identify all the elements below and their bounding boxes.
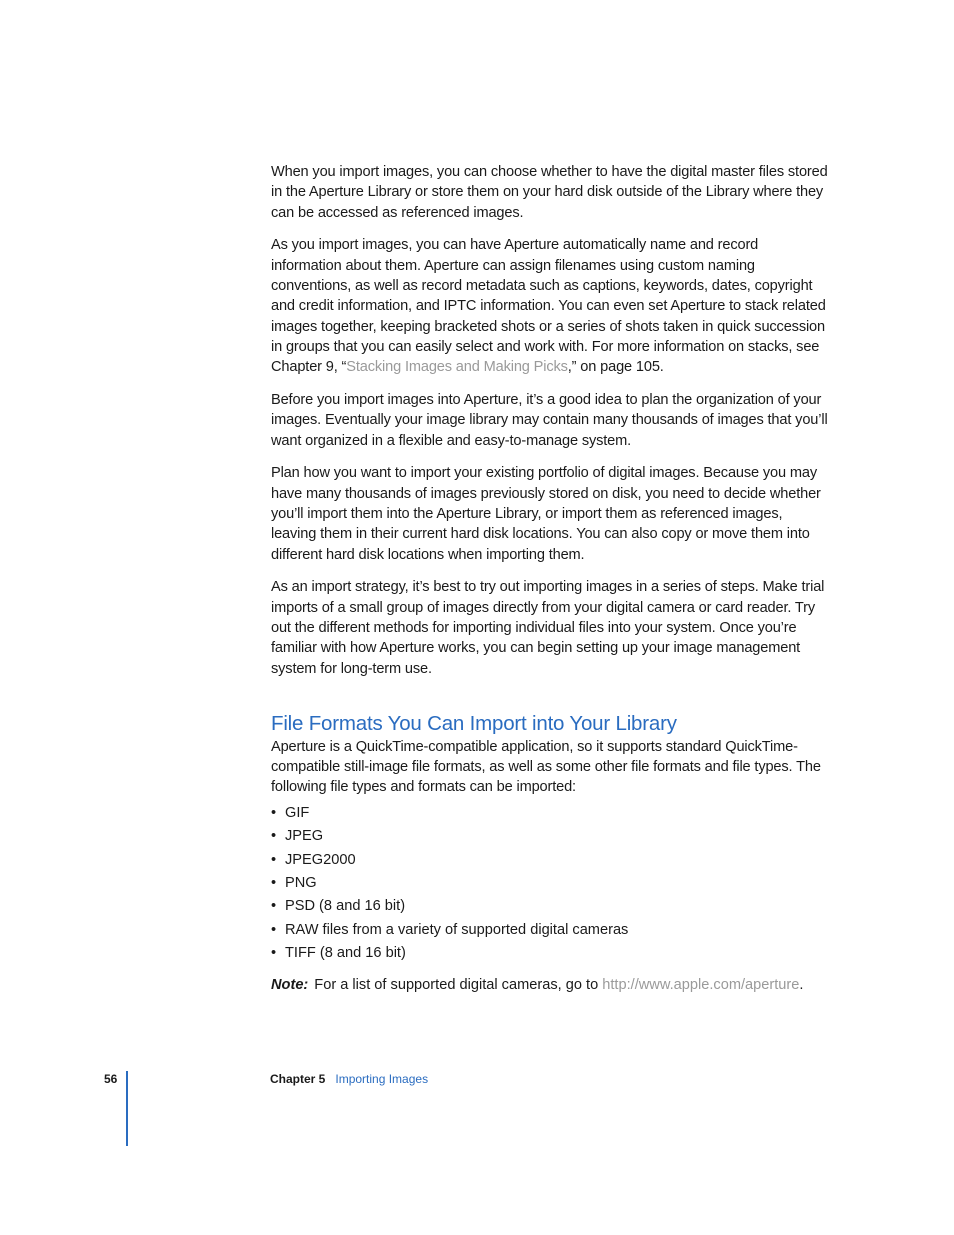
list-item (271, 802, 831, 825)
footer-chapter-title: Importing Images (335, 1072, 429, 1086)
paragraph-naming-metadata (271, 235, 831, 377)
list-item (271, 849, 831, 872)
paragraph-text: As you import images, you can have Aperture automatically name and record information about them. Aperture can assign filenames using custom naming conventions, as well as record metadata such as captions, keywords, dates, copyright and credit information, and IPTC information. You can even set Aperture to stack related images together, keeping bracketed shots or a series of shots taken in quick succession in groups that you can easily select and work with. For more information on stacks, see Chapter 9, “ (271, 237, 826, 376)
footer (270, 1072, 428, 1086)
stacking-images-link[interactable]: Stacking Images and Making Picks (346, 359, 568, 376)
list-item (271, 895, 831, 918)
bullet: • (271, 921, 277, 938)
note-label: Note: (271, 976, 309, 993)
note (271, 975, 831, 995)
list-item (271, 942, 831, 965)
list-item-text: JPEG (285, 828, 324, 845)
bullet: • (271, 874, 277, 891)
bullet: • (271, 945, 277, 962)
file-format-list (271, 802, 831, 966)
list-item-text: TIFF (8 and 16 bit) (285, 945, 406, 962)
paragraph-import-strategy: As an import strategy, it’s best to try out importing images in a series of steps. Make trial imports of a small group of images directly from your digital camera or card reader. Try out the different methods for importing individual files into your system. Once you’re familiar with how Aperture works, you can begin setting up your image management system for long-term use. (271, 579, 825, 677)
bullet: • (271, 851, 277, 868)
list-item-text: PNG (285, 874, 317, 891)
bullet: • (271, 898, 277, 915)
footer-chapter: Chapter 5 (270, 1072, 326, 1086)
list-item (271, 872, 831, 895)
section-intro: Aperture is a QuickTime-compatible application, so it supports standard QuickTime-compatible still-image file formats, as well as some other file formats and file types. The following file types and formats can be imported: (271, 738, 821, 796)
list-item-text: GIF (285, 804, 310, 821)
paragraph-plan-portfolio: Plan how you want to import your existing portfolio of digital images. Because you may have many thousands of images previously stored on disk, you need to decide whether you’ll import them into the Aperture Library, or import them as referenced images, leaving them in their current hard disk locations. You can also copy or move them into different hard disk locations when importing them. (271, 465, 821, 563)
bullet: • (271, 804, 277, 821)
list-item (271, 825, 831, 848)
paragraph-import-location: When you import images, you can choose whether to have the digital master files stored in the Aperture Library or store them on your hard disk outside of the Library where they can be accessed as referenced images. (271, 164, 828, 221)
list-item (271, 919, 831, 942)
aperture-website-link[interactable]: http://www.apple.com/aperture (602, 976, 800, 993)
paragraph-text: ,” on page 105. (567, 359, 664, 376)
note-end: . (799, 976, 804, 993)
paragraph-plan-organization: Before you import images into Aperture, it’s a good idea to plan the organization of your images. Eventually your image library may contain many thousands of images that you’ll want organized in a flexible and easy-to-manage system. (271, 391, 828, 449)
list-item-text: JPEG2000 (285, 851, 356, 868)
list-item-text: PSD (8 and 16 bit) (285, 898, 406, 915)
bullet: • (271, 828, 277, 845)
list-item-text: RAW files from a variety of supported digital cameras (285, 921, 629, 938)
section-heading: File Formats You Can Import into Your Library (271, 711, 677, 735)
page-content (271, 162, 831, 995)
page-number: 56 (104, 1072, 118, 1086)
footer-rule (126, 1071, 128, 1146)
note-text: For a list of supported digital cameras, go to (314, 976, 603, 993)
